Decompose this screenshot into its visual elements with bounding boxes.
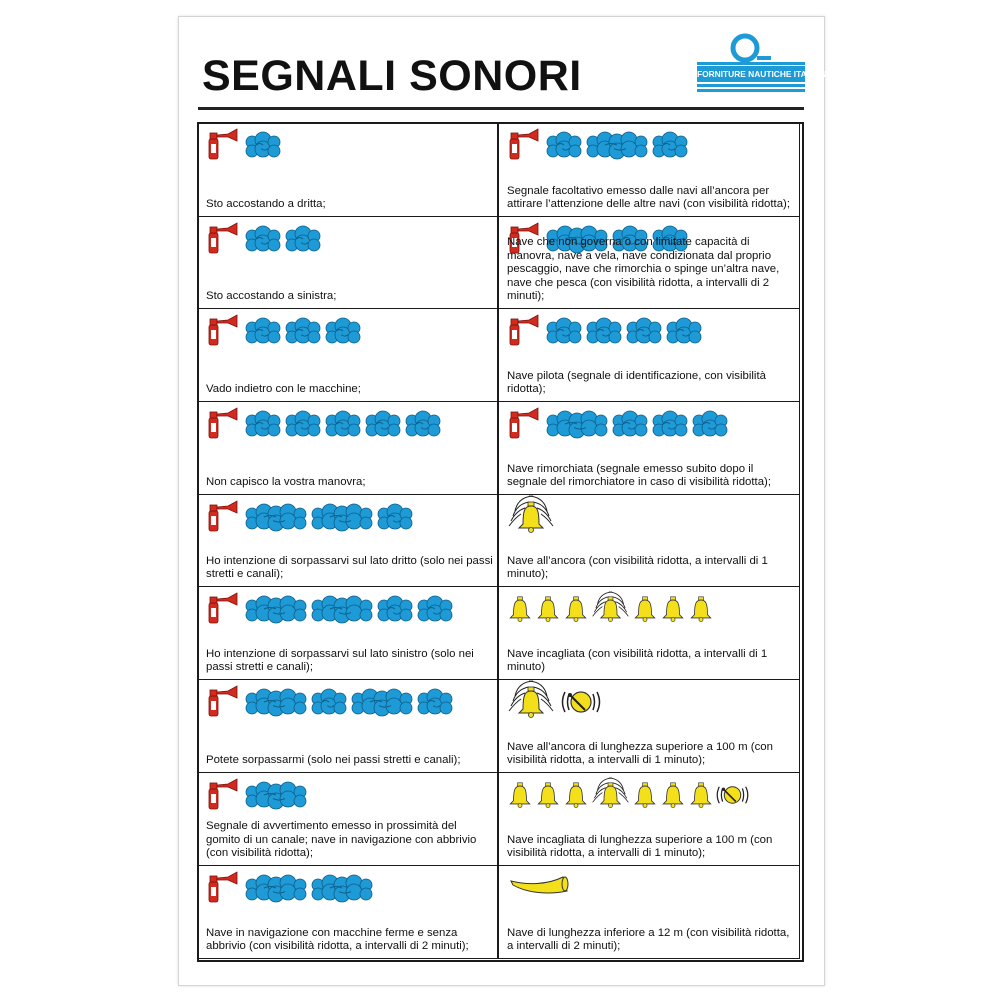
- signal-caption: Sto accostando a dritta;: [206, 198, 326, 211]
- short-blast-icon: [587, 316, 621, 351]
- signal-caption: Potete sorpassarmi (solo nei passi stretti e canali);: [206, 754, 461, 767]
- horn-icon: [206, 499, 240, 540]
- gong-icon: [561, 684, 601, 725]
- signal-caption: Segnale di avvertimento emesso in prossimità del gomito di un canale; nave in navigazione con abbrivio (con visibilità ridotta);: [206, 820, 477, 860]
- bell-icon: [632, 781, 658, 814]
- short-blast-icon: [326, 316, 360, 351]
- gong-icon: [716, 780, 749, 815]
- long-blast-icon: [312, 873, 372, 908]
- ringing-bell-icon: [591, 781, 630, 814]
- signal-icons: [507, 779, 749, 815]
- signal-cell: [197, 494, 498, 587]
- signal-icons: [206, 315, 360, 351]
- long-blast-icon: [587, 130, 647, 165]
- short-blast-icon: [418, 687, 452, 722]
- bell-icon: [507, 781, 533, 814]
- signal-icons: [507, 129, 687, 165]
- signal-caption: Nave incagliata (con visibilità ridotta, a intervalli di 1 minuto): [507, 647, 768, 674]
- signal-caption: Segnale facoltativo emesso dalle navi all’ancora per attirare l’attenzione delle altre navi (con visibilità ridotta);: [507, 184, 791, 211]
- bell-icon: [535, 595, 561, 628]
- bell-icon: [660, 595, 686, 628]
- signal-icons: [206, 129, 280, 165]
- signal-icons: [507, 501, 555, 537]
- short-blast-icon: [693, 409, 727, 444]
- signal-cell: [197, 679, 498, 773]
- bell-icon: [632, 595, 658, 628]
- long-blast-icon: [312, 502, 372, 537]
- signal-caption: Nave che non governa o con limitate capacità di manovra, nave a vela, nave condizionata dal proprio pescaggio, nave che rimorchia o spinge un’altra nave, nave che pesca (con visibilità ridotta, a intervalli di 2 minuti);: [507, 236, 780, 303]
- signal-caption: Nave rimorchiata (segnale emesso subito dopo il segnale del rimorchiatore in caso di visibilità ridotta);: [507, 462, 772, 489]
- short-blast-icon: [547, 130, 581, 165]
- signal-cell: [197, 586, 498, 680]
- signal-icons: [206, 779, 306, 815]
- horn-icon: [206, 221, 240, 262]
- small-horn-icon: [507, 873, 571, 908]
- short-blast-icon: [418, 594, 452, 629]
- bell-icon: [507, 595, 533, 628]
- long-blast-icon: [246, 780, 306, 815]
- ringing-bell-icon: [507, 500, 555, 539]
- short-blast-icon: [366, 409, 400, 444]
- horn-icon: [507, 127, 541, 168]
- bell-icon: [563, 595, 589, 628]
- page-title: SEGNALI SONORI: [202, 52, 582, 100]
- signal-icons: [206, 686, 452, 722]
- short-blast-icon: [286, 409, 320, 444]
- signal-cell: [498, 772, 800, 866]
- brand-logo: [697, 30, 832, 94]
- short-blast-icon: [653, 409, 687, 444]
- signal-cell: [498, 122, 800, 217]
- long-blast-icon: [246, 687, 306, 722]
- signal-icons: [507, 872, 571, 908]
- signal-cell: [498, 308, 800, 402]
- signal-icons: [507, 593, 714, 629]
- horn-icon: [507, 313, 541, 354]
- horn-icon: [206, 313, 240, 354]
- signal-caption: Nave in navigazione con macchine ferme e senza abbrivio (con visibilità ridotta, a intervalli di 2 minuti);: [206, 926, 469, 953]
- signal-icons: [507, 408, 727, 444]
- signal-caption: Ho intenzione di sorpassarvi sul lato sinistro (solo nei passi stretti e canali);: [206, 647, 474, 674]
- short-blast-icon: [613, 409, 647, 444]
- signal-cell: [197, 308, 498, 402]
- short-blast-icon: [246, 224, 280, 259]
- ringing-bell-icon: [591, 595, 630, 628]
- bell-icon: [660, 781, 686, 814]
- signal-icons: [206, 223, 320, 259]
- signal-cell: [197, 216, 498, 309]
- short-blast-icon: [326, 409, 360, 444]
- short-blast-icon: [246, 409, 280, 444]
- horn-icon: [206, 591, 240, 632]
- short-blast-icon: [653, 130, 687, 165]
- signal-cell: [498, 679, 800, 773]
- title-rule: [198, 107, 804, 110]
- signal-cell: [197, 122, 498, 217]
- signal-icons: [206, 501, 412, 537]
- signal-cell: [498, 216, 800, 309]
- signal-caption: Nave pilota (segnale di identificazione, con visibilità ridotta);: [507, 369, 766, 396]
- long-blast-icon: [312, 594, 372, 629]
- signal-caption: Nave all’ancora (con visibilità ridotta, a intervalli di 1 minuto);: [507, 554, 768, 581]
- signals-table: [197, 122, 804, 962]
- signal-cell: [498, 865, 800, 959]
- signal-icons: [507, 315, 701, 351]
- long-blast-icon: [547, 409, 607, 444]
- long-blast-icon: [352, 687, 412, 722]
- long-blast-icon: [246, 594, 306, 629]
- short-blast-icon: [406, 409, 440, 444]
- short-blast-icon: [378, 502, 412, 537]
- signal-icons: [206, 408, 440, 444]
- bell-icon: [688, 595, 714, 628]
- short-blast-icon: [246, 130, 280, 165]
- signal-caption: Ho intenzione di sorpassarvi sul lato dritto (solo nei passi stretti e canali);: [206, 554, 493, 581]
- horn-icon: [507, 406, 541, 447]
- horn-icon: [206, 684, 240, 725]
- bell-icon: [535, 781, 561, 814]
- logo-stripe: [697, 89, 805, 92]
- signal-cell: [498, 401, 800, 495]
- short-blast-icon: [547, 316, 581, 351]
- short-blast-icon: [286, 316, 320, 351]
- short-blast-icon: [286, 224, 320, 259]
- long-blast-icon: [246, 502, 306, 537]
- signal-cell: [498, 494, 800, 587]
- signal-caption: Vado indietro con le macchine;: [206, 383, 361, 396]
- logo-text: FORNITURE NAUTICHE ITALIANE: [697, 66, 805, 82]
- signal-icons: [507, 686, 601, 722]
- signal-cell: [197, 865, 498, 959]
- horn-icon: [206, 127, 240, 168]
- logo-stripe: [697, 84, 805, 87]
- signal-icons: [206, 593, 452, 629]
- short-blast-icon: [246, 316, 280, 351]
- horn-icon: [206, 406, 240, 447]
- bell-icon: [688, 781, 714, 814]
- short-blast-icon: [627, 316, 661, 351]
- signal-caption: Nave all’ancora di lunghezza superiore a 100 m (con visibilità ridotta, a intervalli di 1 minuto);: [507, 740, 773, 767]
- signal-caption: Sto accostando a sinistra;: [206, 290, 337, 303]
- signal-caption: Non capisco la vostra manovra;: [206, 476, 366, 489]
- long-blast-icon: [246, 873, 306, 908]
- short-blast-icon: [667, 316, 701, 351]
- logo-stripe: [697, 62, 805, 65]
- ringing-bell-icon: [507, 685, 555, 724]
- signal-cell: [498, 586, 800, 680]
- bell-icon: [563, 781, 589, 814]
- signal-cell: [197, 401, 498, 495]
- signal-caption: Nave di lunghezza inferiore a 12 m (con visibilità ridotta, a intervalli di 2 minuti);: [507, 926, 790, 953]
- signal-icons: [206, 872, 372, 908]
- signal-caption: Nave incagliata di lunghezza superiore a 100 m (con visibilità ridotta, a intervalli di 1 minuto);: [507, 833, 773, 860]
- short-blast-icon: [378, 594, 412, 629]
- signal-cell: [197, 772, 498, 866]
- horn-icon: [206, 777, 240, 818]
- horn-icon: [206, 870, 240, 911]
- short-blast-icon: [312, 687, 346, 722]
